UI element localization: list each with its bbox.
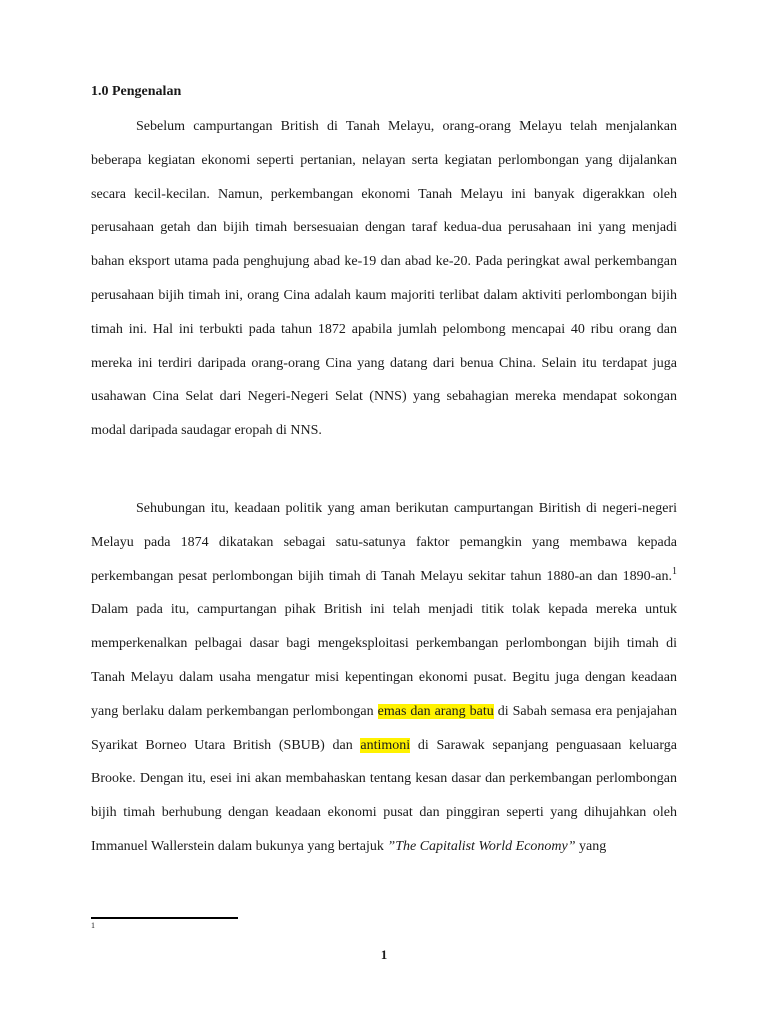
highlight-emas-arang-batu: emas dan arang batu: [377, 703, 494, 719]
book-title: ”The Capitalist World Economy”: [387, 838, 576, 854]
footnote-marker: 1: [91, 921, 95, 930]
paragraph-2-text-part5: yang: [575, 838, 607, 854]
paragraph-2-text-part1: Sehubungan itu, keadaan politik yang aman berikutan campurtangan Biritish di negeri-negeri Melayu pada 1874 dikatakan sebagai satu-satunya faktor pemangkin yang membawa kepada perkembangan pesat perlombongan bijih timah di Tanah Melayu sekitar tahun 1880-an dan 1890-an.: [91, 501, 677, 584]
paragraph-2-text-part4: di Sarawak sepanjang penguasaan keluarga Brooke. Dengan itu, esei ini akan membahaskan tentang kesan dasar dan perkembangan perlombongan bijih timah berhubung dengan keadaan ekonomi pusat dan pinggiran seperti yang dihujahkan oleh Immanuel Wallerstein dalam bukunya yang bertajuk: [91, 737, 677, 854]
page-number: 1: [380, 947, 388, 962]
section-heading: 1.0 Pengenalan: [91, 84, 182, 99]
footnote-separator: [91, 917, 238, 919]
paragraph-2-text-part2: Dalam pada itu, campurtangan pihak British ini telah menjadi titik tolak kepada mereka untuk memperkenalkan pelbagai dasar bagi mengeksploitasi perkembangan perlombongan bijih timah di Tanah Melayu dalam usaha mengatur misi kepentingan ekonomi pusat. Begitu juga dengan keadaan yang berlaku dalam perkembangan perlombongan: [91, 602, 677, 719]
paragraph-context: [91, 492, 677, 864]
footnote-reference[interactable]: 1: [672, 565, 677, 577]
paragraph-2-text-part3: di Sabah semasa era penjajahan Syarikat Borneo Utara British (SBUB) dan: [91, 703, 677, 753]
paragraph-introduction: [91, 110, 677, 448]
paragraph-1-text: Sebelum campurtangan British di Tanah Melayu, orang-orang Melayu telah menjalankan beberapa kegiatan ekonomi seperti pertanian, nelayan serta kegiatan perlombongan yang dijalankan secara kecil-kecilan. Namun, perkembangan ekonomi Tanah Melayu ini banyak digerakkan oleh perusahaan getah dan bijih timah bersesuaian dengan taraf kedua-dua perusahaan ini yang menjadi bahan eksport utama pada penghujung abad ke-19 dan abad ke-20. Pada peringkat awal perkembangan perusahaan bijih timah ini, orang Cina adalah kaum majoriti terlibat dalam aktiviti perlombongan bijih timah ini. Hal ini terbukti pada tahun 1872 apabila jumlah pelombong mencapai 40 ribu orang dan mereka ini terdiri daripada orang-orang Cina yang datang dari benua China. Selain itu terdapat juga usahawan Cina Selat dari Negeri-Negeri Selat (NNS) yang sebahagian mereka mendapat sokongan modal daripada saudagar eropah di NNS.: [91, 119, 677, 439]
highlight-antimoni: antimoni: [360, 737, 411, 753]
